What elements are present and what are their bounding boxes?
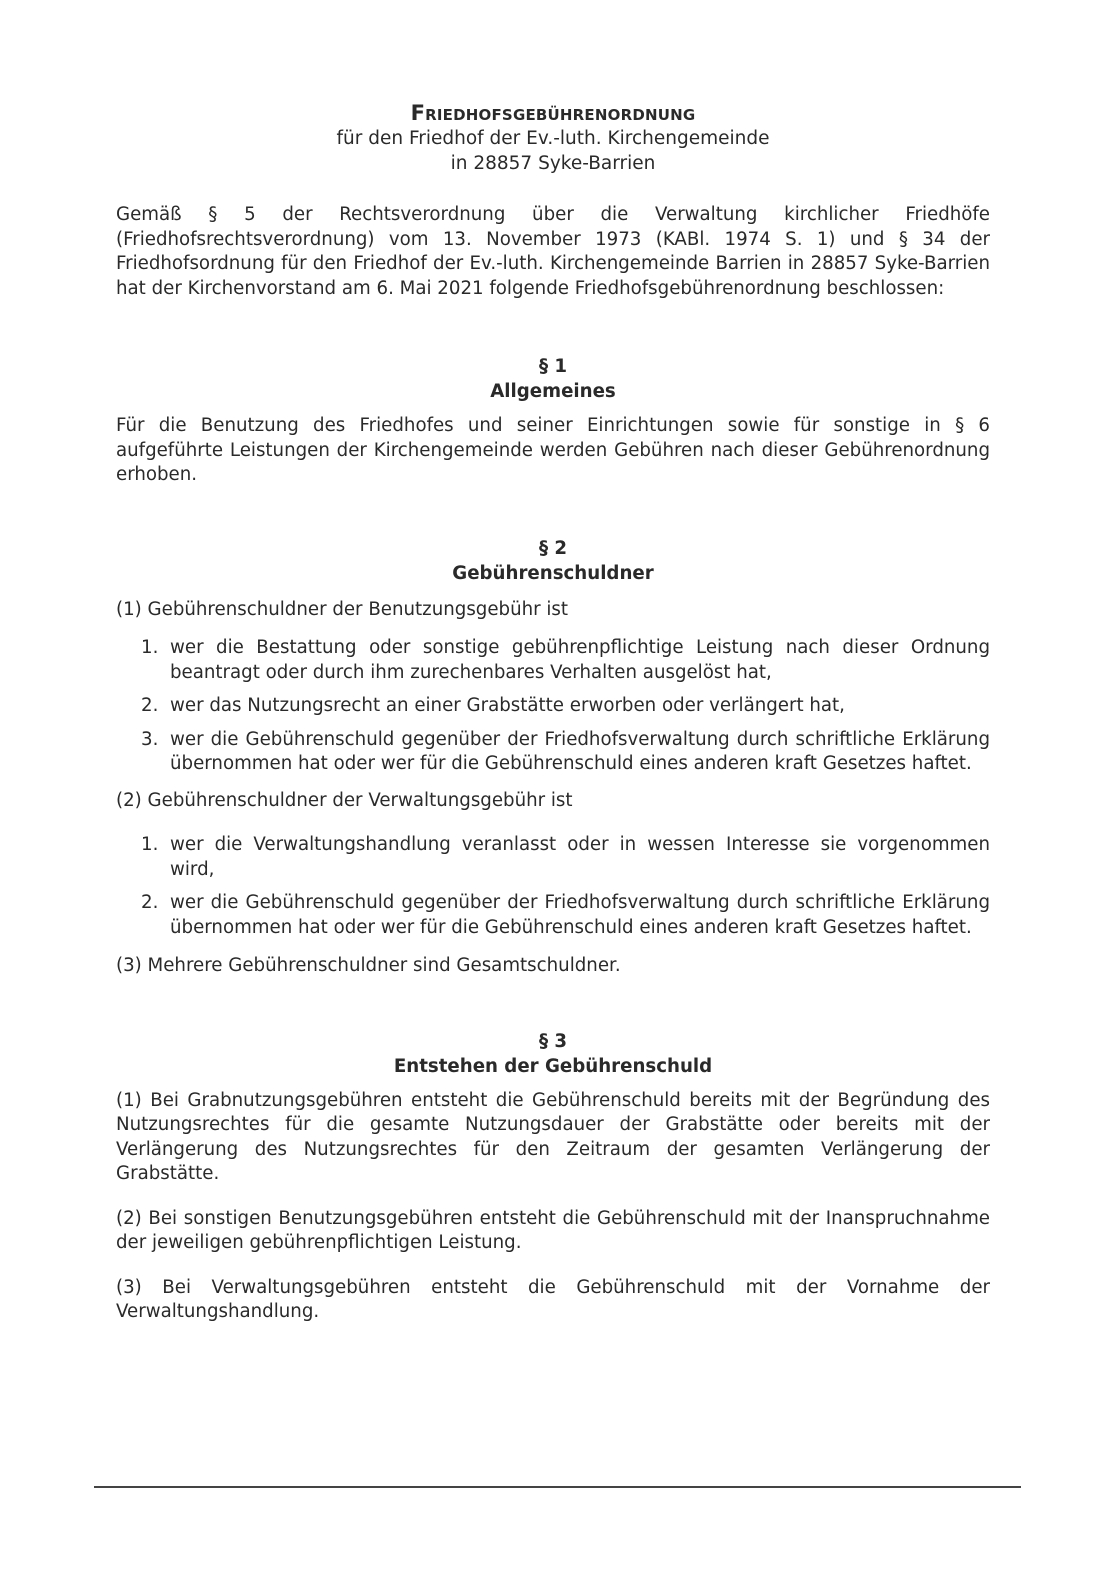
- list-item-text: wer das Nutzungsrecht an einer Grabstätte erworben oder verlängert hat,: [170, 695, 845, 716]
- list-item-text: wer die Verwaltungshandlung veranlasst oder in wessen Interesse sie vorgenommen wird,: [170, 834, 990, 880]
- list-item-text: wer die Bestattung oder sonstige gebührenpflichtige Leistung nach dieser Ordnung beantragt oder durch ihm zurechenbares Verhalten ausgelöst hat,: [170, 637, 990, 683]
- list-item-text: wer die Gebührenschuld gegenüber der Friedhofsverwaltung durch schriftliche Erklärung übernommen hat oder wer für die Gebührenschuld eines anderen kraft Gesetzes haftet.: [170, 892, 990, 938]
- paragraph-3: (3) Bei Verwaltungsgebühren entsteht die Gebührenschuld mit der Vornahme der Verwaltungshandlung.: [116, 1276, 990, 1322]
- paragraph-3: (3) Mehrere Gebührenschuldner sind Gesamtschuldner.: [116, 955, 621, 976]
- list-item-number: 2.: [141, 892, 159, 913]
- paragraph-1: (1) Gebührenschuldner der Benutzungsgebühr ist: [116, 598, 569, 620]
- list-item-number: 1.: [141, 637, 159, 658]
- section-text: Für die Benutzung des Friedhofes und seiner Einrichtungen sowie für sonstige in § 6 aufgeführte Leistungen der Kirchengemeinde werden Gebühren nach dieser Gebührenordnung erhoben.: [116, 415, 990, 485]
- document-title: [116, 100, 990, 126]
- section-2: [116, 536, 990, 979]
- paragraph-2: (2) Bei sonstigen Benutzungsgebühren entsteht die Gebührenschuld mit der Inanspruchnahme der jeweiligen gebührenpflichtigen Leistung.: [116, 1207, 990, 1253]
- list-item: [116, 694, 990, 719]
- paragraph-1: (1) Bei Grabnutzungsgebühren entsteht die Gebührenschuld bereits mit der Begründung des Nutzungsrechtes für die gesamte Nutzungsdauer der Grabstätte oder bereits mit der Verlängerung des Nutzungsrechtes für den Zeitraum der gesamten Verlängerung der Grabstätte.: [116, 1089, 990, 1184]
- list-item: [116, 891, 990, 940]
- section-heading: Gebührenschuldner: [452, 562, 654, 584]
- document-body: [116, 100, 990, 1325]
- paragraph-2: (2) Gebührenschuldner der Verwaltungsgebühr ist: [116, 789, 573, 811]
- list-item: [116, 833, 990, 882]
- section-3: [116, 1029, 990, 1325]
- list-item-number: 3.: [141, 728, 159, 750]
- section-number: § 2: [538, 537, 568, 559]
- list-item-number: 2.: [141, 695, 159, 716]
- paragraph-2-list: [116, 833, 990, 940]
- paragraph-1-list: [116, 636, 990, 777]
- section-1: [116, 354, 990, 488]
- section-number: § 1: [538, 356, 568, 377]
- preamble: Gemäß § 5 der Rechtsverordnung über die Verwaltung kirchlicher Friedhöfe (Friedhofsrechtsverordnung) vom 13. November 1973 (KABl. 1974 S. 1) und § 34 der Friedhofsordnung für den Friedhof der Ev.-luth. Kirchengemeinde Barrien in 28857 Syke-Barrien hat der Kirchenvorstand am 6. Mai 2021 folgende Friedhofsgebührenordnung beschlossen:: [116, 204, 990, 299]
- document-title-text: Friedhofsgebührenordnung: [410, 101, 696, 125]
- list-item-text: wer die Gebührenschuld gegenüber der Friedhofsverwaltung durch schriftliche Erklärung übernommen hat oder wer für die Gebührenschuld eines anderen kraft Gesetzes haftet.: [170, 728, 990, 774]
- document-subtitle-line2: in 28857 Syke-Barrien: [450, 153, 656, 174]
- footer-divider: [94, 1486, 1021, 1488]
- section-heading: Allgemeines: [490, 381, 616, 402]
- section-heading: Entstehen der Gebührenschuld: [393, 1055, 713, 1077]
- list-item: [116, 728, 990, 777]
- document-subtitle-line1: für den Friedhof der Ev.-luth. Kirchengemeinde: [336, 128, 770, 149]
- list-item: [116, 636, 990, 685]
- section-number: § 3: [538, 1030, 568, 1052]
- list-item-number: 1.: [141, 834, 159, 855]
